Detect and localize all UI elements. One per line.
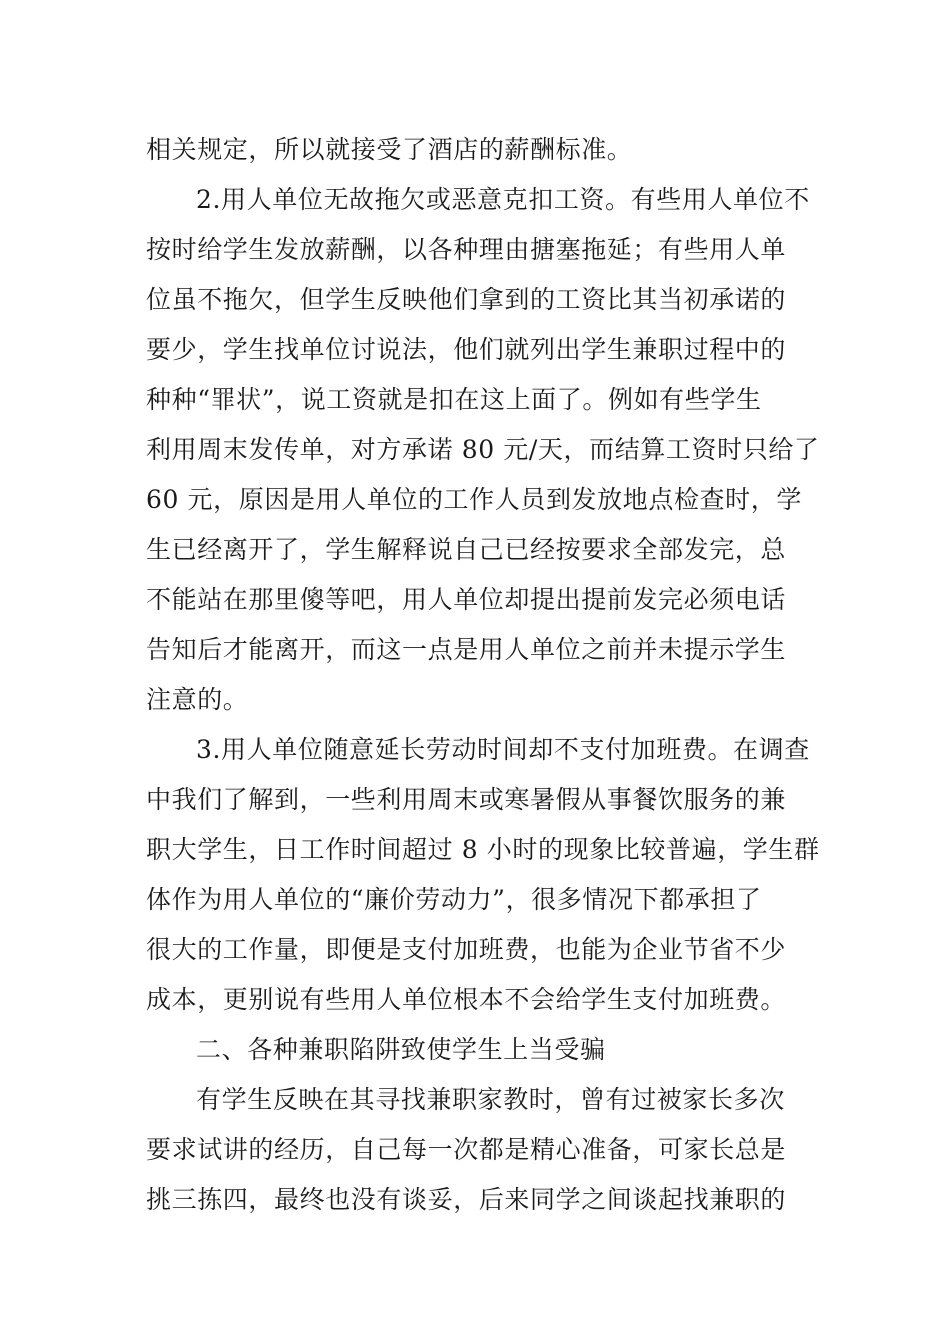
text-line: 不能站在那里傻等吧，用人单位却提出提前发完必须电话 (146, 585, 787, 614)
section-heading: 二、各种兼职陷阱致使学生上当受骗 (196, 1035, 606, 1064)
text-line: 体作为用人单位的“廉价劳动力”，很多情况下都承担了 (146, 885, 762, 914)
text-line: 要少，学生找单位讨说法，他们就列出学生兼职过程中的 (146, 335, 787, 364)
text-line: 职大学生，日工作时间超过 8 小时的现象比较普遍，学生群 (146, 835, 820, 864)
paragraph-start-line: 2.用人单位无故拖欠或恶意克扣工资。有些用人单位不 (196, 185, 810, 214)
text-line: 相关规定，所以就接受了酒店的薪酬标准。 (146, 135, 633, 164)
text-line: 利用周末发传单，对方承诺 80 元/天，而结算工资时只给了 (146, 435, 820, 464)
text-line: 按时给学生发放薪酬，以各种理由搪塞拖延；有些用人单 (146, 235, 787, 264)
paragraph-start-line: 3.用人单位随意延长劳动时间却不支付加班费。在调查 (196, 735, 810, 764)
text-line: 挑三拣四，最终也没有谈妥，后来同学之间谈起找兼职的 (146, 1185, 787, 1214)
text-line: 生已经离开了，学生解释说自己已经按要求全部发完，总 (146, 535, 787, 564)
text-line: 告知后才能离开，而这一点是用人单位之前并未提示学生 (146, 635, 787, 664)
text-line: 位虽不拖欠，但学生反映他们拿到的工资比其当初承诺的 (146, 285, 787, 314)
text-line: 注意的。 (146, 685, 249, 714)
text-line: 很大的工作量，即便是支付加班费，也能为企业节省不少 (146, 935, 787, 964)
text-line: 成本，更别说有些用人单位根本不会给学生支付加班费。 (146, 985, 787, 1014)
text-line: 种种“罪状”，说工资就是扣在这上面了。例如有些学生 (146, 385, 762, 414)
text-line: 中我们了解到，一些利用周末或寒暑假从事餐饮服务的兼 (146, 785, 787, 814)
text-line: 60 元，原因是用人单位的工作人员到发放地点检查时，学 (146, 485, 802, 514)
text-line: 要求试讲的经历，自己每一次都是精心准备，可家长总是 (146, 1135, 787, 1164)
paragraph-start-line: 有学生反映在其寻找兼职家教时，曾有过被家长多次 (196, 1085, 785, 1114)
